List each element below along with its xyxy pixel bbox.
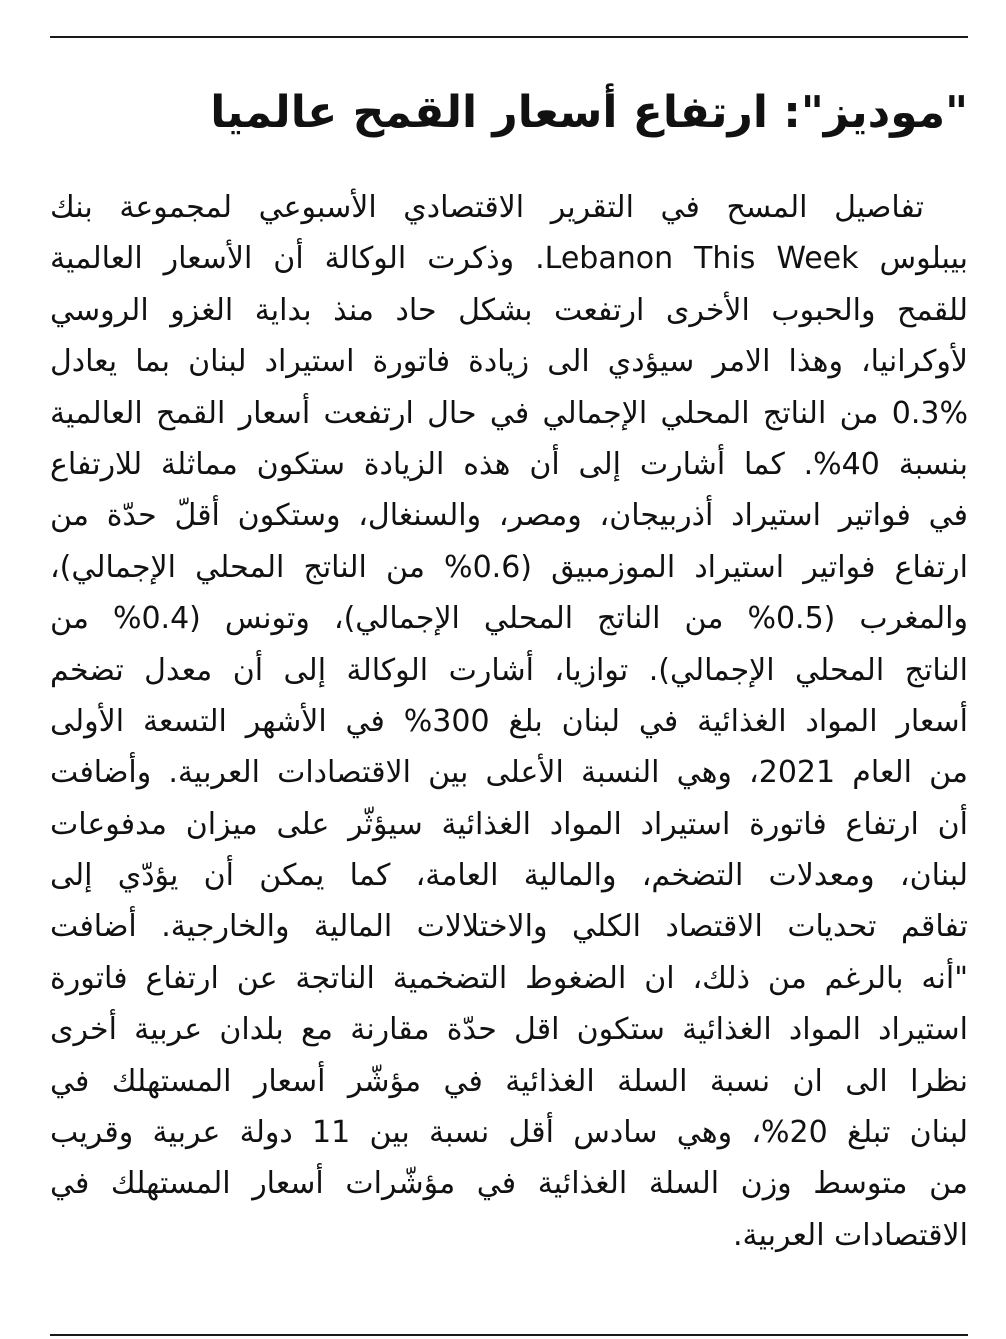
- article-line: بنسبة 40%. كما أشارت إلى أن هذه الزيادة ستكون مماثلة للارتفاع: [50, 446, 968, 482]
- article-line: والمغرب (0.5% من الناتج المحلي الإجمالي)، وتونس (0.4% من: [50, 601, 968, 637]
- article-line: بيبلوس Lebanon This Week. وذكرت الوكالة أن الأسعار العالمية: [50, 241, 968, 277]
- bottom-divider: [50, 1334, 968, 1336]
- article-line: للقمح والحبوب الأخرى ارتفعت بشكل حاد منذ بداية الغزو الروسي: [50, 292, 968, 328]
- article-line: نظرا الى ان نسبة السلة الغذائية في مؤشّر أسعار المستهلك في: [50, 1063, 968, 1099]
- article-line: تفاقم تحديات الاقتصاد الكلي والاختلالات المالية والخارجية. أضافت: [50, 909, 968, 945]
- article-line: من العام 2021، وهي النسبة الأعلى بين الاقتصادات العربية. وأضافت: [50, 755, 968, 791]
- top-divider: [50, 36, 968, 38]
- article-line: 0.3% من الناتج المحلي الإجمالي في حال ارتفعت أسعار القمح العالمية: [50, 395, 968, 431]
- article-line: الاقتصادات العربية.: [733, 1217, 968, 1253]
- article-line: أن ارتفاع فاتورة استيراد المواد الغذائية سيؤثّر على ميزان مدفوعات: [50, 806, 968, 842]
- article-line: استيراد المواد الغذائية ستكون اقل حدّة مقارنة مع بلدان عربية أخرى: [50, 1012, 968, 1048]
- article-line: من متوسط وزن السلة الغذائية في مؤشّرات أسعار المستهلك في: [50, 1166, 968, 1202]
- article-line: لأوكرانيا، وهذا الامر سيؤدي الى زيادة فاتورة استيراد لبنان بما يعادل: [50, 344, 968, 380]
- article-line: "أنه بالرغم من ذلك، ان الضغوط التضخمية الناتجة عن ارتفاع فاتورة: [50, 960, 968, 996]
- article-body: [50, 182, 968, 1261]
- article-line: أسعار المواد الغذائية في لبنان بلغ 300% في الأشهر التسعة الأولى: [50, 703, 968, 739]
- article-line: لبنان تبلغ 20%، وهي سادس أقل نسبة بين 11 دولة عربية وقريب: [50, 1115, 968, 1151]
- article-headline: "موديز": ارتفاع أسعار القمح عالميا: [210, 87, 968, 138]
- article-line: لبنان، ومعدلات التضخم، والمالية العامة، كما يمكن أن يؤدّي إلى: [50, 858, 968, 894]
- article-line: في فواتير استيراد أذربيجان، ومصر، والسنغال، وستكون أقلّ حدّة من: [50, 498, 968, 534]
- article-line: تفاصيل المسح في التقرير الاقتصادي الأسبوعي لمجموعة بنك: [50, 190, 924, 225]
- article-line: ارتفاع فواتير استيراد الموزمبيق (0.6% من الناتج المحلي الإجمالي)،: [50, 549, 968, 585]
- article-line: الناتج المحلي الإجمالي). توازيا، أشارت الوكالة إلى أن معدل تضخم: [50, 652, 968, 688]
